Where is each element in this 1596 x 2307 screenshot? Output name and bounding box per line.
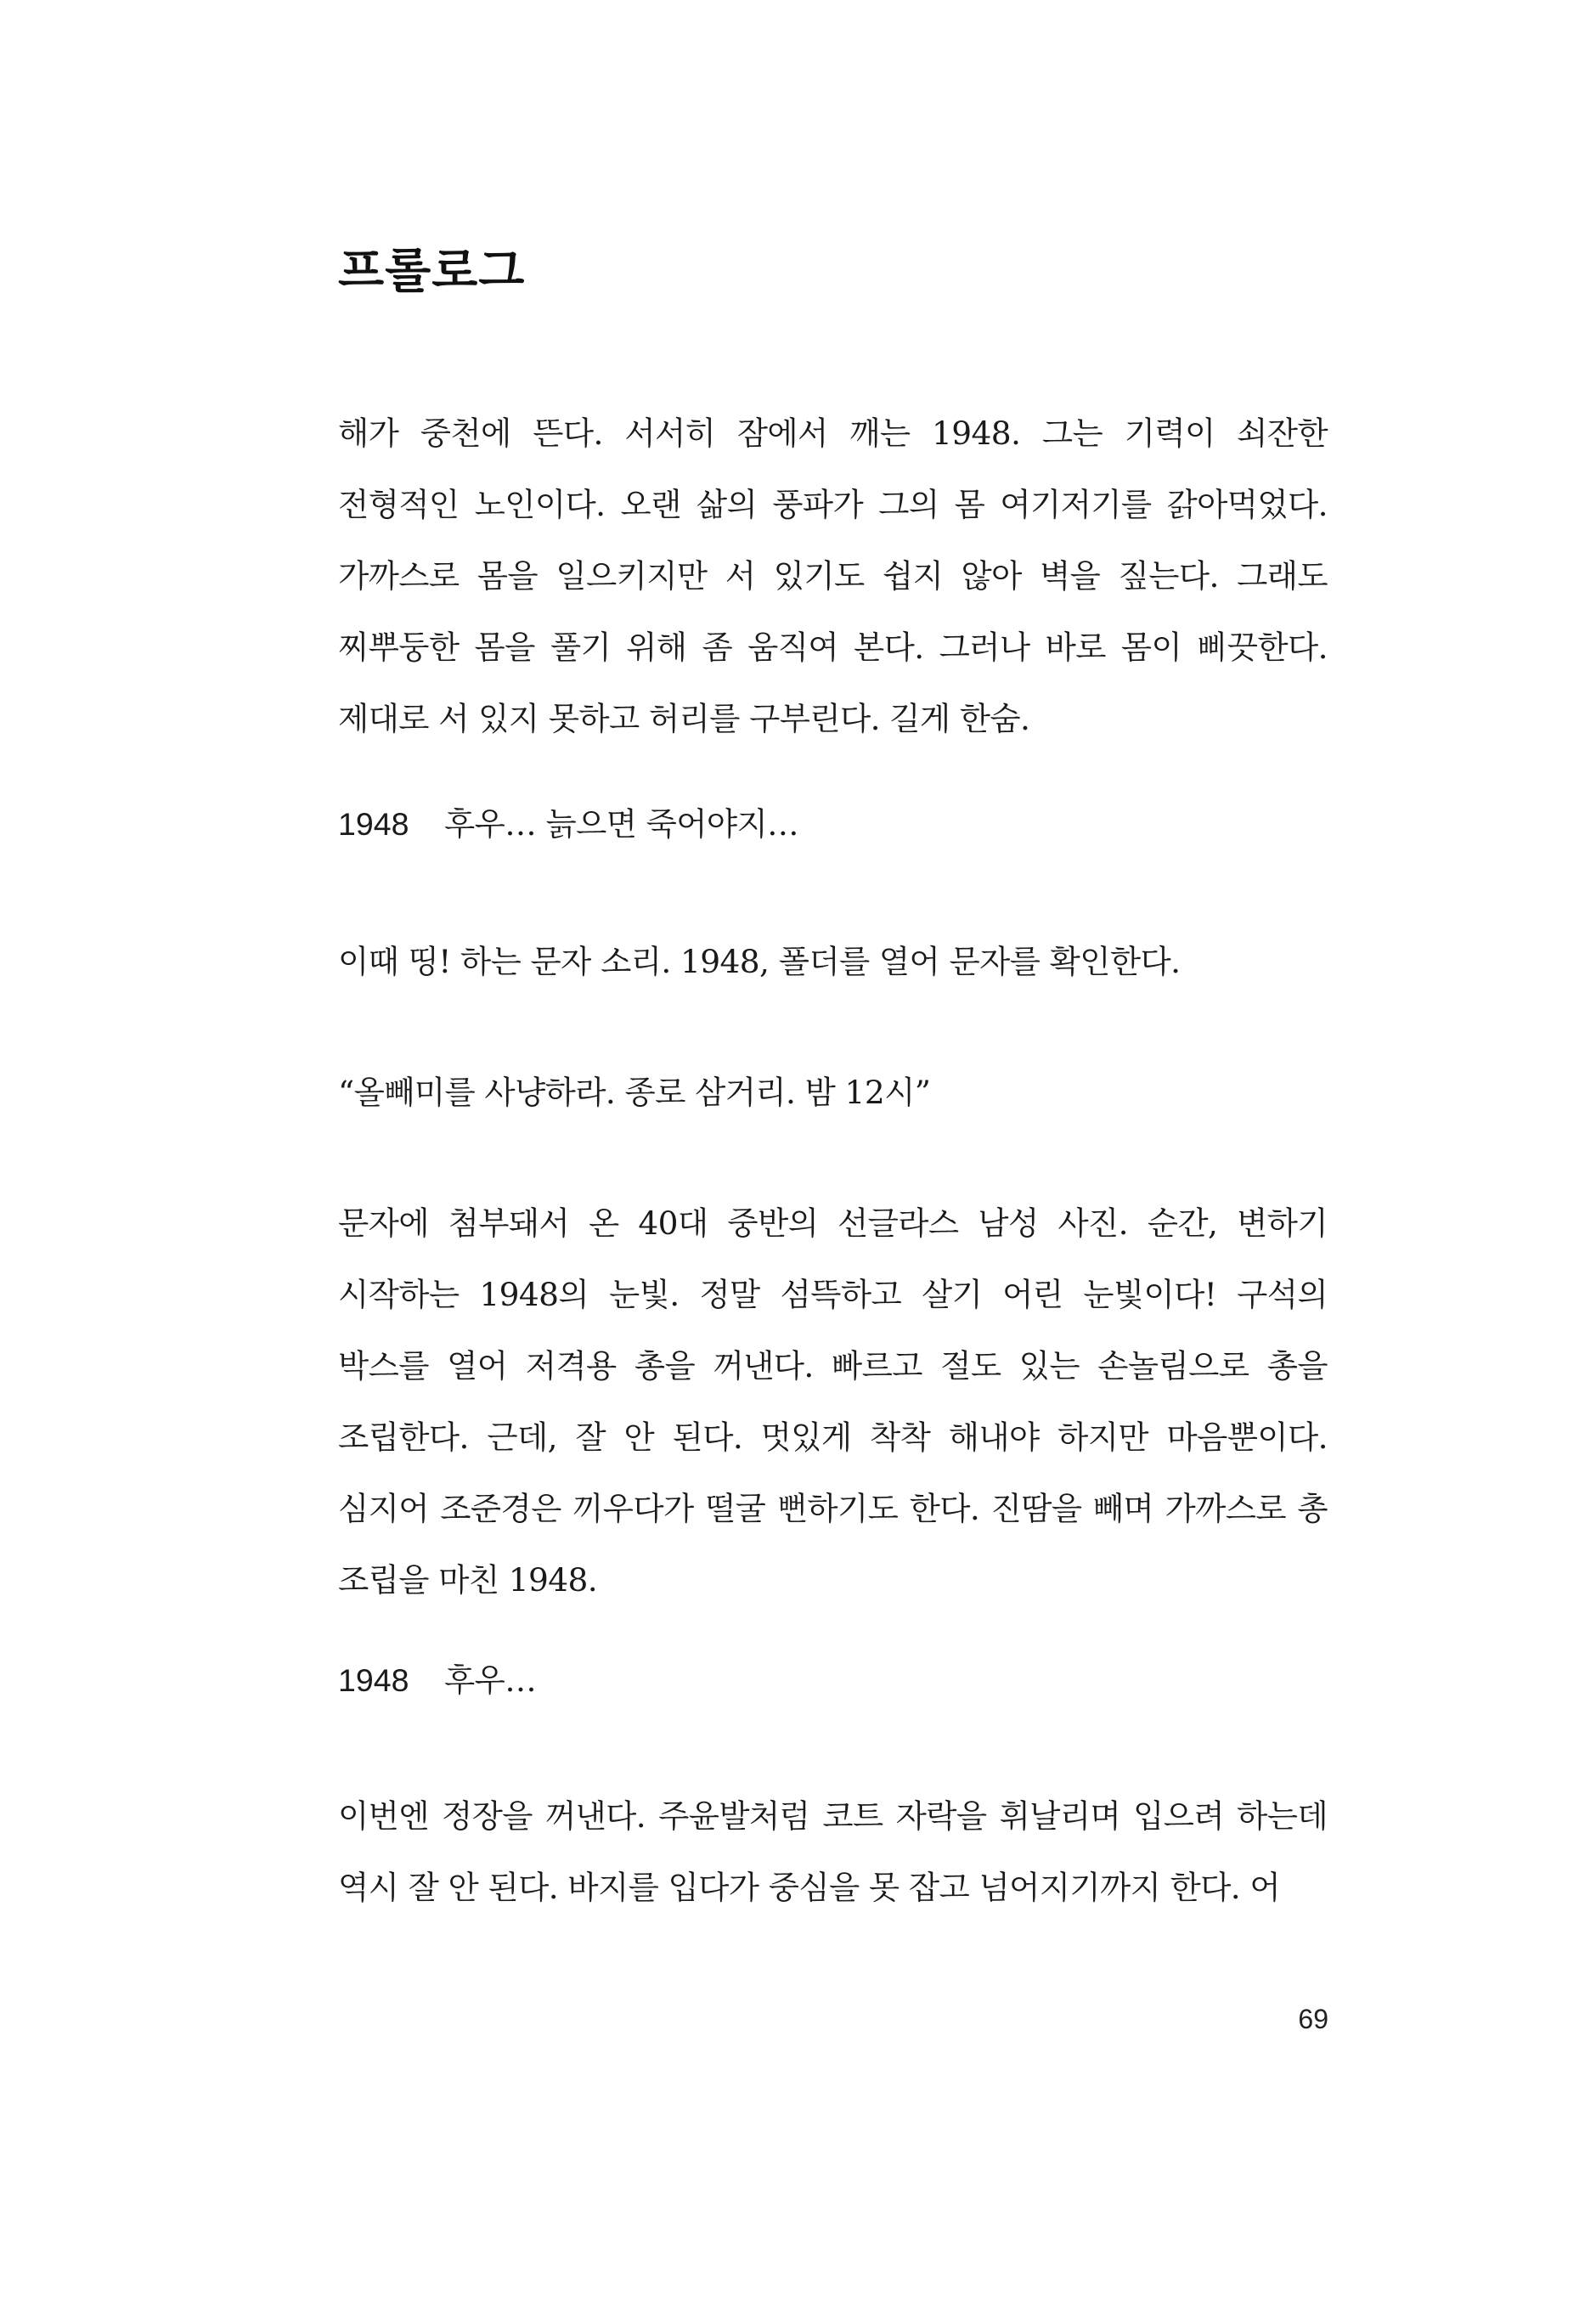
chapter-title: 프롤로그 <box>338 244 526 299</box>
paragraph-suit: 이번엔 정장을 꺼낸다. 주윤발처럼 코트 자락을 휘날리며 입으려 하는데 역시 잘 안 된다. 바지를 입다가 중심을 못 잡고 넘어지기까지 한다. 어 <box>338 1797 1328 1906</box>
paragraph-quote: “올빼미를 사냥하라. 종로 삼거리. 밤 12시” <box>338 1074 931 1111</box>
dialogue-text: 후우… 늙으면 죽어야지… <box>444 805 799 843</box>
paragraph-opening: 해가 중천에 뜬다. 서서히 잠에서 깨는 1948. 그는 기력이 쇠잔한 전형적인 노인이다. 오랜 삶의 풍파가 그의 몸 여기저기를 갉아먹었다. 가까스로 몸을 일으키지만 서 있기도 쉽지 않아 벽을 짚는다. 그래도 찌뿌둥한 몸을 풀기 위해 좀 움직여 본다. 그러나 바로 몸이 삐끗한다. 제대로 서 있지 못하고 허리를 구부린다. 길게 한숨. <box>338 415 1328 737</box>
dialogue-line <box>338 798 798 849</box>
paragraph-text-message: 이때 띵! 하는 문자 소리. 1948, 폴더를 열어 문자를 확인한다. <box>338 943 1181 980</box>
page-number: 69 <box>1298 2004 1328 2034</box>
dialogue-speaker: 1948 <box>338 806 409 842</box>
dialogue-text: 후우… <box>444 1661 537 1699</box>
dialogue-line <box>338 1655 536 1706</box>
paragraph-rifle-assembly: 문자에 첨부돼서 온 40대 중반의 선글라스 남성 사진. 순간, 변하기 시작하는 1948의 눈빛. 정말 섬뜩하고 살기 어린 눈빛이다! 구석의 박스를 열어 저격용 총을 꺼낸다. 빠르고 절도 있는 손놀림으로 총을 조립한다. 근데, 잘 안 된다. 멋있게 착착 해내야 하지만 마음뿐이다. 심지어 조준경은 끼우다가 떨굴 뻔하기도 한다. 진땀을 빼며 가까스로 총 조립을 마친 1948. <box>338 1204 1328 1599</box>
dialogue-speaker: 1948 <box>338 1662 409 1698</box>
